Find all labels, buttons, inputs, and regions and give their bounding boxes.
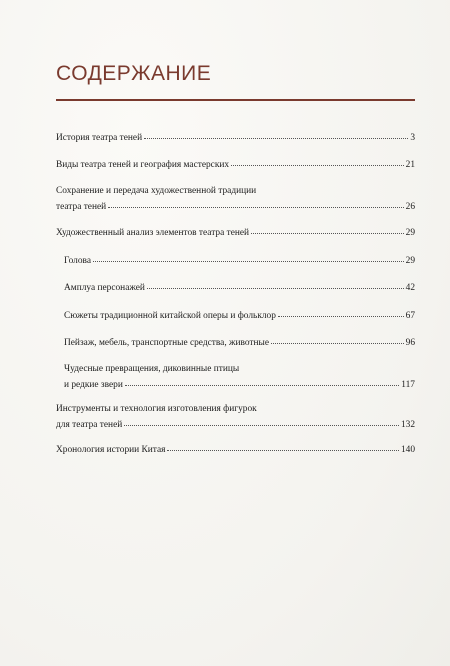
toc-entry-tools[interactable] [56,403,415,431]
dot-leader [124,417,399,426]
dot-leader [144,130,408,139]
toc-entry-transformations[interactable] [64,363,415,391]
toc-entry-preservation[interactable] [56,185,415,213]
show-through-text [60,36,390,58]
toc-page-number: 140 [400,445,415,455]
toc-page-number: 42 [405,283,415,293]
page-title: СОДЕРЖАНИЕ [56,62,212,85]
toc-entry-history[interactable] [56,131,415,144]
toc-page-number: 26 [405,202,415,212]
toc-entry-landscape[interactable] [64,336,415,349]
toc-entry-roles[interactable] [64,281,415,294]
toc-page-number: 21 [405,160,415,170]
toc-entry-title: Сюжеты традиционной китайской оперы и фольклор [64,311,276,321]
toc-page-number: 67 [405,311,415,321]
toc-entry-title-line1: Сохранение и передача художественной традиции [56,186,257,196]
dot-leader [93,253,404,262]
dot-leader [251,225,404,234]
toc-entry-title-line1: Инструменты и технология изготовления фигурок [56,404,257,414]
toc-entry-title: История театра теней [56,133,143,143]
toc-page-number: 96 [405,338,415,348]
toc-entry-title: Пейзаж, мебель, транспортные средства, животные [64,338,270,348]
toc-entry-analysis[interactable] [56,226,415,239]
dot-leader [167,442,398,451]
toc-page-number: 3 [410,133,415,143]
toc-entry-title: Художественный анализ элементов театра теней [56,228,250,238]
toc-page-number: 132 [400,420,415,430]
toc-entry-title-line2: для театра теней [56,420,123,430]
dot-leader [271,335,404,344]
toc-entry-title: Виды театра теней и география мастерских [56,160,230,170]
toc-entry-head[interactable] [64,254,415,267]
dot-leader [231,157,404,166]
toc-page-number: 117 [401,380,415,390]
toc-entry-title-line2: театра теней [56,202,107,212]
toc-entry-title: Хронология истории Китая [56,445,166,455]
toc-page-number: 29 [405,228,415,238]
toc-page-number: 29 [405,256,415,266]
toc-entry-title: Амплуа персонажей [64,283,145,293]
toc-entry-types[interactable] [56,158,415,171]
dot-leader [108,199,403,208]
dot-leader [278,308,404,317]
dot-leader [125,377,399,386]
toc-entry-opera[interactable] [64,309,415,322]
dot-leader [147,280,404,289]
title-divider [56,99,415,101]
toc-entry-chronology[interactable] [56,443,415,456]
toc-entry-title-line1: Чудесные превращения, диковинные птицы [64,364,240,374]
toc-entry-title-line2: и редкие звери [64,380,123,390]
toc-entry-title: Голова [64,256,91,266]
